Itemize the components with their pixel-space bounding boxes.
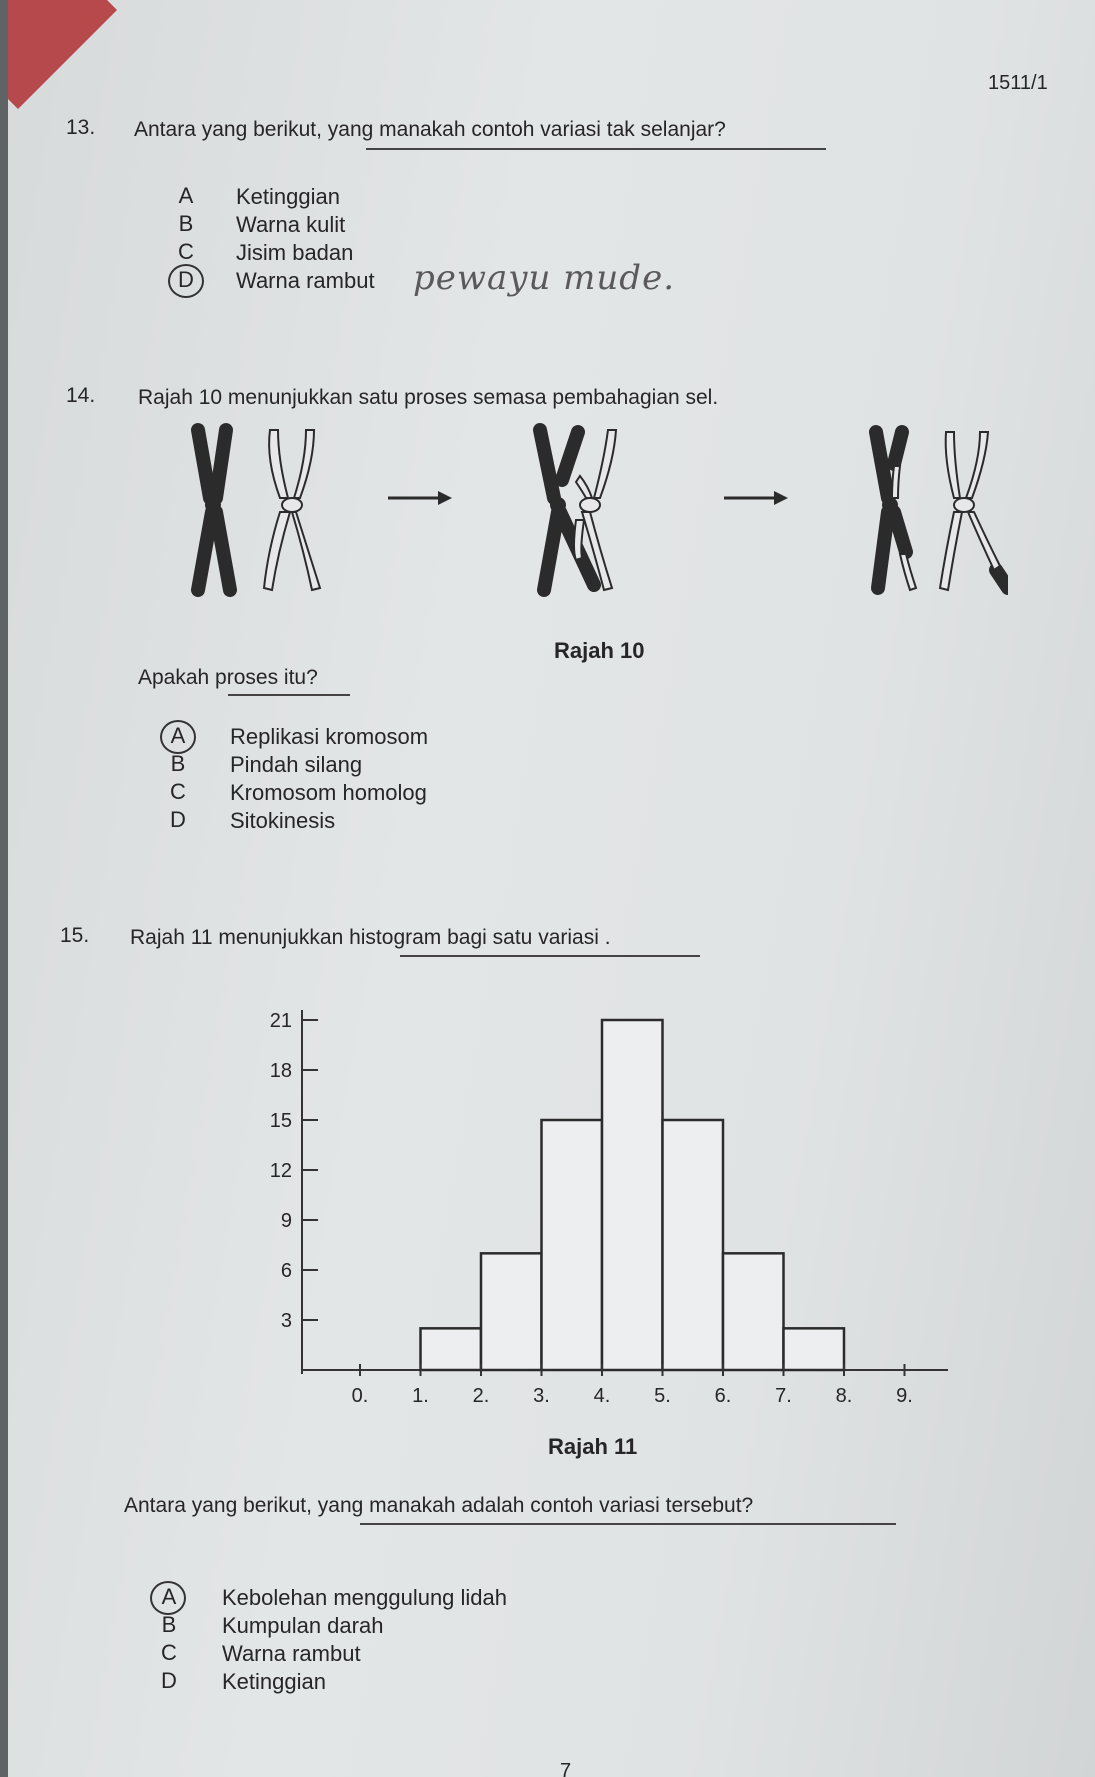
q14-option-letter: B xyxy=(170,751,186,776)
q15-option-text: Kebolehan menggulung lidah xyxy=(222,1585,508,1610)
paper-code: 1511/1 xyxy=(988,72,1048,94)
y-axis-ticks xyxy=(270,1010,318,1332)
q13-handwritten-note: pewayu mude. xyxy=(413,258,676,298)
q13-option-text: Warna rambut xyxy=(236,268,375,293)
x-tick-label: 0. xyxy=(351,1385,369,1407)
q15-option-letter: D xyxy=(161,1668,177,1693)
q14-option-letter: C xyxy=(170,779,186,804)
q14-text: Rajah 10 menunjukkan satu proses semasa pembahagian sel. xyxy=(138,386,719,409)
x-tick-label: 6. xyxy=(714,1385,732,1407)
chromosome-figure xyxy=(168,420,1008,610)
q14-option-text: Kromosom homolog xyxy=(230,780,427,805)
histogram-bar xyxy=(663,1120,724,1370)
histogram-bar xyxy=(481,1253,542,1370)
q13-number: 13. xyxy=(66,116,96,139)
y-tick-label: 12 xyxy=(269,1160,292,1182)
q15-text: Rajah 11 menunjukkan histogram bagi satu variasi . xyxy=(130,926,611,949)
q14-underline xyxy=(228,694,350,696)
exam-page xyxy=(8,0,1095,1777)
q14-option-text: Sitokinesis xyxy=(230,808,336,833)
q15-option-text: Warna rambut xyxy=(222,1641,361,1666)
x-tick-label: 7. xyxy=(775,1385,792,1407)
rajah10-caption: Rajah 10 xyxy=(554,638,645,663)
histogram-bar xyxy=(542,1120,603,1370)
x-tick-label: 8. xyxy=(835,1385,853,1407)
q13-option-letter: B xyxy=(178,211,194,236)
crossing-chromosomes xyxy=(540,430,616,590)
q14-option-letter: A xyxy=(170,723,186,748)
x-tick-label: 4. xyxy=(593,1385,611,1407)
q15-number: 15. xyxy=(60,924,90,947)
q13-option-letter: C xyxy=(178,239,194,264)
y-tick-label: 21 xyxy=(269,1010,292,1032)
chart-bars xyxy=(421,1020,845,1370)
x-tick-label: 2. xyxy=(472,1385,490,1407)
x-tick-label: 3. xyxy=(533,1385,550,1407)
light-chromosome xyxy=(264,430,320,590)
arrow-right-icon xyxy=(388,491,452,505)
y-tick-label: 9 xyxy=(280,1210,292,1232)
histogram-bar xyxy=(421,1328,482,1370)
q15-option-text: Kumpulan darah xyxy=(222,1613,384,1638)
rajah11-caption: Rajah 11 xyxy=(548,1434,638,1459)
q13-option-letter: D xyxy=(178,267,194,292)
q13-answer-circle xyxy=(168,264,204,298)
q15-option-text: Ketinggian xyxy=(222,1669,326,1694)
q15-option-letter: B xyxy=(161,1612,177,1637)
q14-answer-circle xyxy=(160,720,196,754)
y-tick-label: 18 xyxy=(269,1060,292,1082)
q15-question-underline xyxy=(360,1523,896,1525)
arrow-right-icon xyxy=(724,491,788,505)
histogram-bar xyxy=(723,1253,784,1370)
recombined-chromosomes xyxy=(876,432,1008,590)
q14-option-text: Replikasi kromosom xyxy=(230,724,429,749)
y-tick-label: 6 xyxy=(280,1260,292,1282)
q13-text: Antara yang berikut, yang manakah contoh variasi tak selanjar? xyxy=(134,118,726,141)
x-tick-label: 1. xyxy=(412,1385,429,1407)
x-tick-label: 5. xyxy=(654,1385,671,1407)
histogram-bar xyxy=(784,1328,845,1370)
histogram-bar xyxy=(602,1020,663,1370)
q13-option-text: Ketinggian xyxy=(236,184,340,209)
histogram-chart xyxy=(248,990,948,1420)
q14-question: Apakah proses itu? xyxy=(138,666,318,689)
q13-option-text: Warna kulit xyxy=(236,212,346,237)
y-tick-label: 3 xyxy=(280,1310,292,1332)
y-tick-label: 15 xyxy=(269,1110,292,1132)
q15-option-letter: C xyxy=(161,1640,177,1665)
q13-underline xyxy=(366,148,826,150)
q14-number: 14. xyxy=(66,384,96,407)
q15-underline xyxy=(400,955,700,957)
q13-option-text: Jisim badan xyxy=(236,240,354,265)
red-corner-mark xyxy=(8,0,117,109)
x-tick-label: 9. xyxy=(896,1385,913,1407)
page-footer: 7 xyxy=(560,1760,572,1777)
q15-answer-circle xyxy=(150,1581,186,1615)
dark-chromosome xyxy=(198,430,230,590)
q14-option-letter: D xyxy=(170,807,186,832)
q14-option-text: Pindah silang xyxy=(230,752,363,777)
q15-option-letter: A xyxy=(161,1584,177,1609)
q15-question: Antara yang berikut, yang manakah adalah contoh variasi tersebut? xyxy=(124,1494,754,1517)
q13-option-letter: A xyxy=(178,183,194,208)
